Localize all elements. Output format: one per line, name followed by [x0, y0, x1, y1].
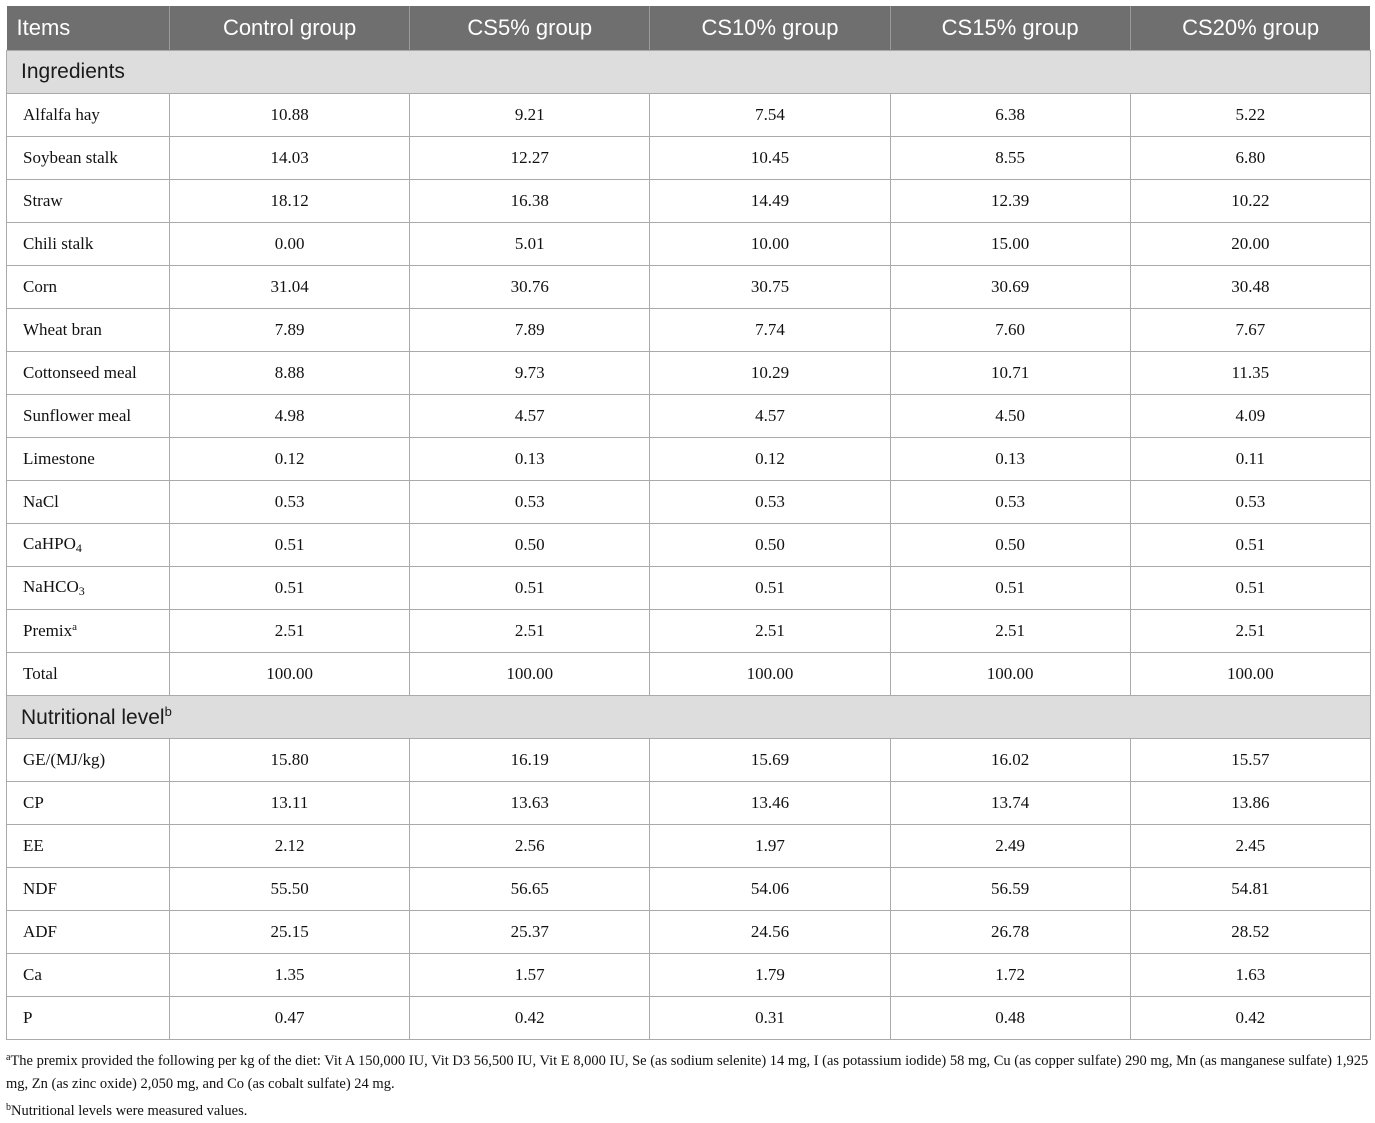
table-cell: 9.73	[410, 352, 650, 395]
table-cell: 16.02	[890, 739, 1130, 782]
table-cell: 25.15	[170, 911, 410, 954]
row-label	[7, 782, 170, 825]
table-cell: 25.37	[410, 911, 650, 954]
row-label-text: GE/(MJ/kg)	[23, 750, 106, 769]
table-cell: 10.71	[890, 352, 1130, 395]
column-header-cs20: CS20% group	[1130, 6, 1370, 51]
table-cell: 7.89	[170, 309, 410, 352]
table-cell: 10.22	[1130, 180, 1370, 223]
table-cell: 13.74	[890, 782, 1130, 825]
table-cell: 2.12	[170, 825, 410, 868]
table-cell: 13.86	[1130, 782, 1370, 825]
column-header-items: Items	[7, 6, 170, 51]
table-cell: 2.51	[1130, 610, 1370, 653]
table-cell: 0.51	[170, 567, 410, 610]
table-cell: 0.31	[650, 997, 890, 1040]
row-label-text: NDF	[23, 879, 58, 898]
row-label	[7, 739, 170, 782]
table-cell: 0.53	[890, 481, 1130, 524]
row-label-subscript: 4	[75, 541, 82, 555]
row-label-text: Total	[23, 664, 58, 683]
table-cell: 12.39	[890, 180, 1130, 223]
table-cell: 0.13	[410, 438, 650, 481]
table-cell: 30.75	[650, 266, 890, 309]
table-body	[7, 51, 1371, 1040]
row-label-subscript: 3	[78, 584, 85, 598]
table-cell: 100.00	[1130, 653, 1370, 696]
row-label-footnote-mark: a	[72, 621, 77, 633]
table-cell: 12.27	[410, 137, 650, 180]
row-label-text: Premix	[23, 621, 73, 640]
table-cell: 30.69	[890, 266, 1130, 309]
footnote-mark: a	[6, 1052, 11, 1063]
row-label	[7, 524, 170, 567]
row-label-text: P	[23, 1008, 33, 1027]
column-header-cs5: CS5% group	[410, 6, 650, 51]
table-row	[7, 352, 1371, 395]
table-cell: 56.65	[410, 868, 650, 911]
row-label	[7, 309, 170, 352]
table-row	[7, 94, 1371, 137]
section-title-text: Ingredients	[21, 60, 125, 83]
table-cell: 20.00	[1130, 223, 1370, 266]
table-cell: 26.78	[890, 911, 1130, 954]
table-cell: 54.06	[650, 868, 890, 911]
section-header-row	[7, 51, 1371, 94]
table-cell: 1.63	[1130, 954, 1370, 997]
table-row	[7, 180, 1371, 223]
table-cell: 4.57	[410, 395, 650, 438]
footnote	[6, 1046, 1370, 1096]
row-label-text: Wheat bran	[23, 320, 102, 339]
row-label-text: Alfalfa hay	[23, 105, 100, 124]
footnote-text: Nutritional levels were measured values.	[11, 1103, 248, 1119]
table-cell: 100.00	[650, 653, 890, 696]
row-label	[7, 653, 170, 696]
table-row	[7, 395, 1371, 438]
table-row	[7, 567, 1371, 610]
table-row	[7, 309, 1371, 352]
table-footnotes	[6, 1046, 1370, 1123]
table-cell: 18.12	[170, 180, 410, 223]
row-label-text: Soybean stalk	[23, 148, 118, 167]
table-cell: 0.50	[890, 524, 1130, 567]
table-cell: 15.00	[890, 223, 1130, 266]
section-title	[7, 696, 1371, 739]
table-cell: 2.51	[890, 610, 1130, 653]
table-cell: 7.67	[1130, 309, 1370, 352]
table-row	[7, 825, 1371, 868]
table-cell: 8.55	[890, 137, 1130, 180]
table-cell: 0.00	[170, 223, 410, 266]
row-label	[7, 868, 170, 911]
table-cell: 7.89	[410, 309, 650, 352]
table-cell: 2.51	[410, 610, 650, 653]
table-row	[7, 997, 1371, 1040]
table-cell: 0.12	[650, 438, 890, 481]
column-header-cs10: CS10% group	[650, 6, 890, 51]
table-cell: 14.03	[170, 137, 410, 180]
table-cell: 0.42	[410, 997, 650, 1040]
table-cell: 0.51	[650, 567, 890, 610]
table-cell: 24.56	[650, 911, 890, 954]
footnote-mark: b	[6, 1102, 11, 1113]
table-row	[7, 223, 1371, 266]
row-label-text: NaCl	[23, 492, 59, 511]
section-header-row	[7, 696, 1371, 739]
table-cell: 0.53	[1130, 481, 1370, 524]
table-row	[7, 266, 1371, 309]
table-cell: 0.51	[410, 567, 650, 610]
table-cell: 6.38	[890, 94, 1130, 137]
table-cell: 31.04	[170, 266, 410, 309]
table-cell: 2.51	[650, 610, 890, 653]
table-cell: 10.29	[650, 352, 890, 395]
table-cell: 10.45	[650, 137, 890, 180]
diet-composition-table	[6, 6, 1371, 1040]
table-cell: 13.11	[170, 782, 410, 825]
row-label	[7, 911, 170, 954]
table-row	[7, 911, 1371, 954]
table-cell: 1.35	[170, 954, 410, 997]
table-cell: 13.63	[410, 782, 650, 825]
table-cell: 1.79	[650, 954, 890, 997]
table-row	[7, 610, 1371, 653]
table-cell: 4.98	[170, 395, 410, 438]
table-cell: 100.00	[890, 653, 1130, 696]
row-label-text: Limestone	[23, 449, 95, 468]
table-cell: 56.59	[890, 868, 1130, 911]
row-label-text: Sunflower meal	[23, 406, 132, 425]
table-cell: 7.54	[650, 94, 890, 137]
row-label	[7, 825, 170, 868]
footnote-text: The premix provided the following per kg of the diet: Vit A 150,000 IU, Vit D3 56,500 IU, Vit E 8,000 IU, Se (as sodium selenite) 14 mg, I (as potassium iodide) 58 mg, Cu (as copper sulfate) 290 mg, Mn (as manganese sulfate) 1,925 mg, Zn (as zinc oxide) 2,050 mg, and Co (as cobalt sulfate) 24 mg.	[6, 1053, 1369, 1092]
table-cell: 28.52	[1130, 911, 1370, 954]
table-cell: 16.19	[410, 739, 650, 782]
table-cell: 5.01	[410, 223, 650, 266]
table-cell: 11.35	[1130, 352, 1370, 395]
table-cell: 0.50	[650, 524, 890, 567]
table-cell: 0.51	[890, 567, 1130, 610]
table-cell: 30.48	[1130, 266, 1370, 309]
table-cell: 7.74	[650, 309, 890, 352]
table-cell: 0.53	[650, 481, 890, 524]
row-label-text: EE	[23, 836, 44, 855]
table-cell: 15.57	[1130, 739, 1370, 782]
row-label	[7, 438, 170, 481]
footnote	[6, 1096, 1370, 1123]
diet-composition-table-container	[6, 6, 1370, 1040]
row-label-text: ADF	[23, 922, 58, 941]
table-cell: 5.22	[1130, 94, 1370, 137]
table-cell: 15.69	[650, 739, 890, 782]
table-cell: 2.49	[890, 825, 1130, 868]
table-cell: 0.47	[170, 997, 410, 1040]
table-cell: 4.57	[650, 395, 890, 438]
row-label	[7, 997, 170, 1040]
table-cell: 0.12	[170, 438, 410, 481]
row-label-text: CaHPO	[23, 534, 76, 553]
row-label	[7, 610, 170, 653]
table-cell: 0.42	[1130, 997, 1370, 1040]
table-cell: 7.60	[890, 309, 1130, 352]
table-header-row	[7, 6, 1371, 51]
table-row	[7, 137, 1371, 180]
table-cell: 54.81	[1130, 868, 1370, 911]
table-cell: 1.72	[890, 954, 1130, 997]
table-cell: 0.53	[170, 481, 410, 524]
table-row	[7, 481, 1371, 524]
row-label	[7, 352, 170, 395]
row-label	[7, 481, 170, 524]
column-header-cs15: CS15% group	[890, 6, 1130, 51]
row-label-text: NaHCO	[23, 577, 79, 596]
table-row	[7, 524, 1371, 567]
row-label	[7, 137, 170, 180]
row-label-text: Corn	[23, 277, 57, 296]
row-label-text: Chili stalk	[23, 234, 94, 253]
table-cell: 2.45	[1130, 825, 1370, 868]
table-cell: 9.21	[410, 94, 650, 137]
row-label	[7, 266, 170, 309]
table-cell: 13.46	[650, 782, 890, 825]
table-cell: 6.80	[1130, 137, 1370, 180]
table-row	[7, 954, 1371, 997]
row-label	[7, 954, 170, 997]
table-row	[7, 868, 1371, 911]
row-label-text: CP	[23, 793, 44, 812]
table-cell: 30.76	[410, 266, 650, 309]
table-cell: 0.50	[410, 524, 650, 567]
section-title	[7, 51, 1371, 94]
table-row	[7, 739, 1371, 782]
table-cell: 4.09	[1130, 395, 1370, 438]
row-label-text: Straw	[23, 191, 63, 210]
column-header-control: Control group	[170, 6, 410, 51]
table-cell: 14.49	[650, 180, 890, 223]
section-title-text: Nutritional level	[21, 706, 165, 729]
table-cell: 0.11	[1130, 438, 1370, 481]
table-cell: 100.00	[410, 653, 650, 696]
table-cell: 100.00	[170, 653, 410, 696]
table-cell: 16.38	[410, 180, 650, 223]
table-cell: 10.00	[650, 223, 890, 266]
table-cell: 0.13	[890, 438, 1130, 481]
row-label	[7, 395, 170, 438]
table-cell: 10.88	[170, 94, 410, 137]
table-cell: 0.53	[410, 481, 650, 524]
table-cell: 1.97	[650, 825, 890, 868]
table-row	[7, 653, 1371, 696]
section-title-footnote-mark: b	[164, 704, 172, 719]
row-label	[7, 94, 170, 137]
row-label-text: Ca	[23, 965, 42, 984]
row-label-text: Cottonseed meal	[23, 363, 137, 382]
table-cell: 2.51	[170, 610, 410, 653]
table-cell: 0.51	[1130, 524, 1370, 567]
table-row	[7, 438, 1371, 481]
table-cell: 15.80	[170, 739, 410, 782]
table-row	[7, 782, 1371, 825]
table-cell: 0.51	[1130, 567, 1370, 610]
table-cell: 8.88	[170, 352, 410, 395]
row-label	[7, 223, 170, 266]
table-cell: 2.56	[410, 825, 650, 868]
table-cell: 4.50	[890, 395, 1130, 438]
row-label	[7, 180, 170, 223]
row-label	[7, 567, 170, 610]
table-cell: 0.48	[890, 997, 1130, 1040]
table-cell: 55.50	[170, 868, 410, 911]
table-cell: 0.51	[170, 524, 410, 567]
table-cell: 1.57	[410, 954, 650, 997]
